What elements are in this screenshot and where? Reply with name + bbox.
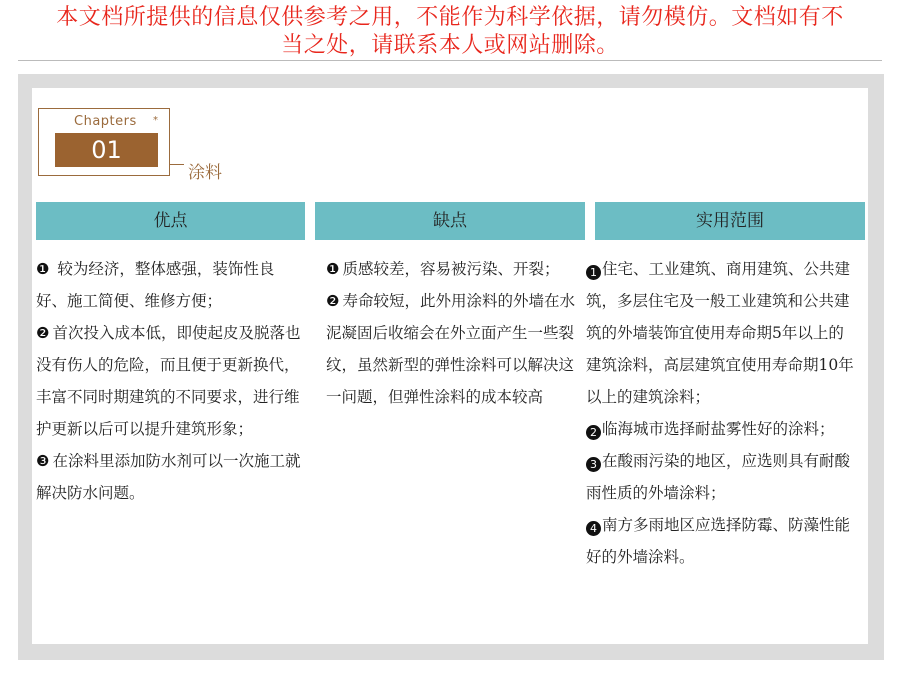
- list-item-text: 首次投入成本低，即使起皮及脱落也没有伤人的危险，而且便于更新换代，丰富不同时期建筑的不同要求，进行维护更新以后可以提升建筑形象；: [36, 324, 301, 438]
- list-item: [586, 445, 858, 509]
- column-header-disadvantages: 缺点: [315, 202, 585, 240]
- section-title: 涂料: [188, 163, 222, 183]
- list-item: [326, 253, 576, 285]
- column-applications: [586, 253, 858, 573]
- list-item-text: 质感较差，容易被污染、开裂；: [342, 260, 560, 278]
- list-item: [36, 317, 304, 445]
- number-2-icon: ❷: [36, 324, 50, 342]
- chapter-connector: [170, 164, 184, 165]
- disclaimer-line-2: 当之处，请联系本人或网站删除。: [281, 33, 619, 58]
- disclaimer-line-1: 本文档所提供的信息仅供参考之用，不能作为科学依据，请勿模仿。文档如有不: [56, 5, 844, 30]
- number-1-icon: ❶: [326, 260, 340, 278]
- list-item: [586, 509, 858, 573]
- number-3-icon: 3: [586, 457, 601, 472]
- number-1-icon: 1: [586, 265, 601, 280]
- number-1-icon: ❶: [36, 260, 50, 278]
- divider: [18, 60, 882, 61]
- list-item-text: 南方多雨地区应选择防霉、防藻性能好的外墙涂料。: [586, 516, 851, 566]
- list-item: [586, 253, 858, 413]
- column-header-advantages: 优点: [36, 202, 305, 240]
- list-item-text: 在酸雨污染的地区，应选则具有耐酸雨性质的外墙涂料；: [586, 452, 851, 502]
- list-item: [326, 285, 576, 413]
- column-disadvantages: [326, 253, 576, 413]
- column-header-applications: 实用范围: [595, 202, 865, 240]
- list-item: [36, 445, 304, 509]
- star-icon: *: [153, 115, 158, 126]
- list-item-text: 较为经济，整体感强，装饰性良好、施工简便、维修方便；: [36, 260, 275, 310]
- chapter-label: Chapters: [74, 114, 137, 129]
- chapter-number: 01: [55, 133, 158, 167]
- number-4-icon: 4: [586, 521, 601, 536]
- list-item-text: 在涂料里添加防水剂可以一次施工就解决防水问题。: [36, 452, 301, 502]
- list-item-text: 临海城市选择耐盐雾性好的涂料；: [602, 420, 835, 438]
- number-3-icon: ❸: [36, 452, 50, 470]
- list-item-text: 住宅、工业建筑、商用建筑、公共建筑，多层住宅及一般工业建筑和公共建筑的外墙装饰宜使用寿命期5年以上的建筑涂料，高层建筑宜使用寿命期10年以上的建筑涂料；: [586, 260, 854, 406]
- disclaimer-notice: [0, 4, 900, 60]
- list-item: [36, 253, 304, 317]
- number-2-icon: ❷: [326, 292, 340, 310]
- column-advantages: [36, 253, 304, 509]
- number-2-icon: 2: [586, 425, 601, 440]
- list-item: [586, 413, 858, 445]
- list-item-text: 寿命较短，此外用涂料的外墙在水泥凝固后收缩会在外立面产生一些裂纹，虽然新型的弹性涂料可以解决这一问题，但弹性涂料的成本较高: [326, 292, 575, 406]
